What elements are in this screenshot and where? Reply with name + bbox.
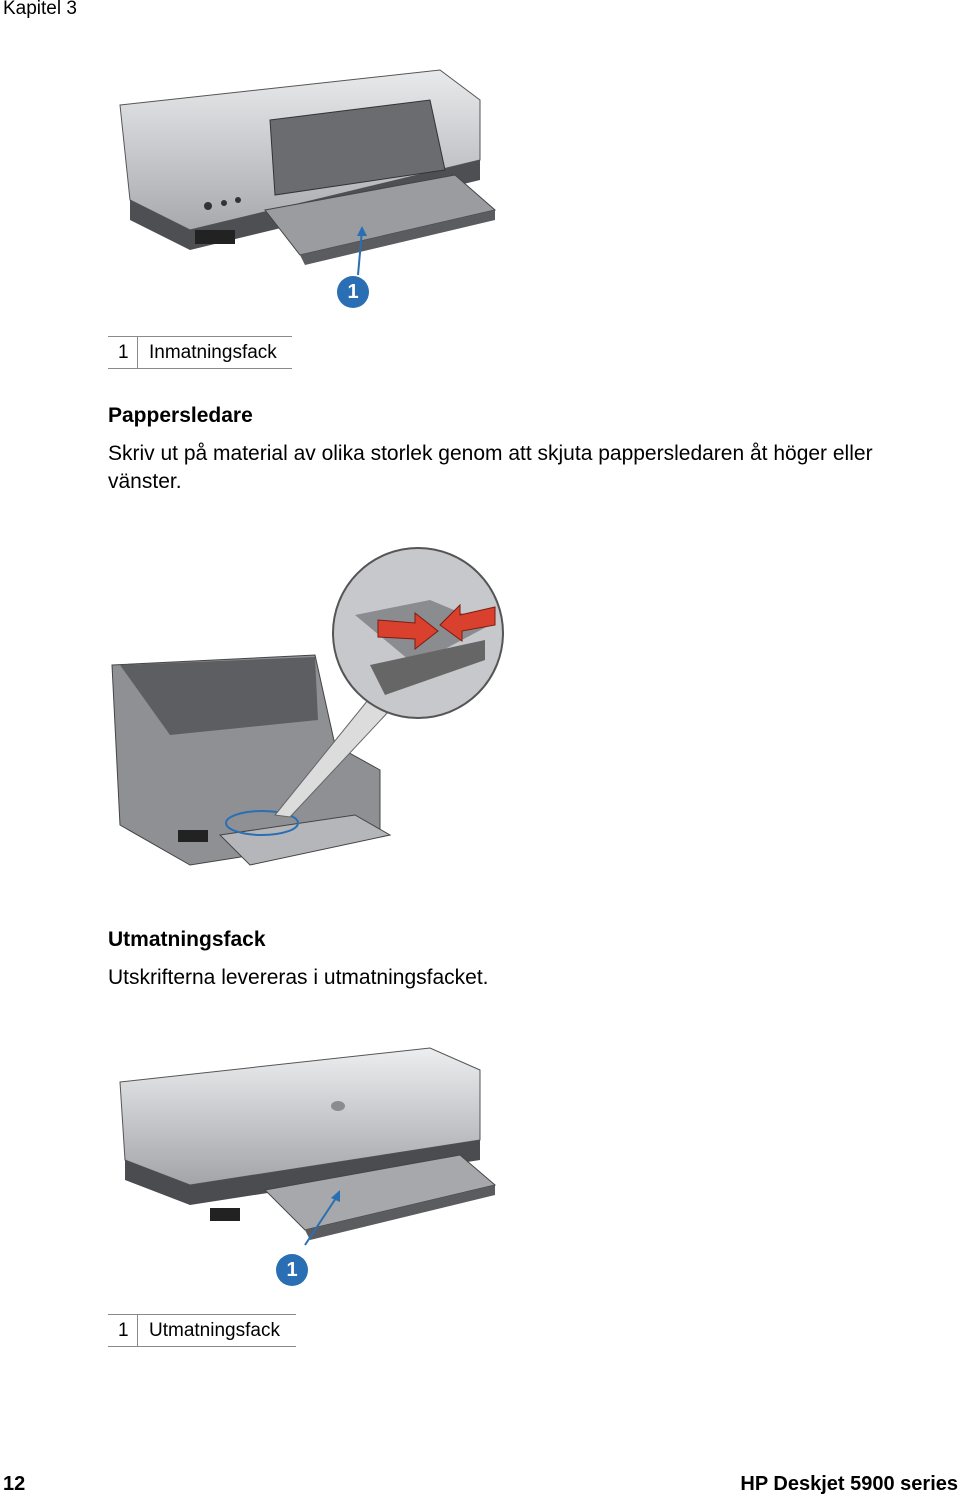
- legend-label: Utmatningsfack: [149, 1319, 280, 1341]
- printer-output-tray-illustration: [100, 1040, 520, 1255]
- callout-number: 1: [347, 280, 359, 303]
- callout-number: 1: [286, 1258, 298, 1281]
- figure-legend: [108, 336, 292, 369]
- printer-input-tray-illustration: [100, 60, 520, 320]
- figure-legend: [108, 1314, 296, 1347]
- section-body-line: vänster.: [108, 470, 182, 493]
- section-body-line: Skriv ut på material av olika storlek genom att skjuta pappersledaren åt höger eller: [108, 442, 873, 465]
- paper-guide-illustration: [100, 545, 520, 880]
- section-body: Utskrifterna levereras i utmatningsfacket.: [108, 966, 489, 989]
- legend-number: 1: [108, 337, 138, 368]
- product-name: HP Deskjet 5900 series: [740, 1473, 958, 1495]
- callout-badge: [276, 1254, 308, 1286]
- section-heading: Pappersledare: [108, 404, 253, 427]
- page-number: 12: [3, 1473, 26, 1495]
- legend-number: 1: [108, 1315, 138, 1346]
- callout-badge: [337, 276, 369, 308]
- chapter-header: Kapitel 3: [3, 0, 77, 19]
- legend-label: Inmatningsfack: [149, 341, 277, 363]
- section-heading: Utmatningsfack: [108, 928, 266, 951]
